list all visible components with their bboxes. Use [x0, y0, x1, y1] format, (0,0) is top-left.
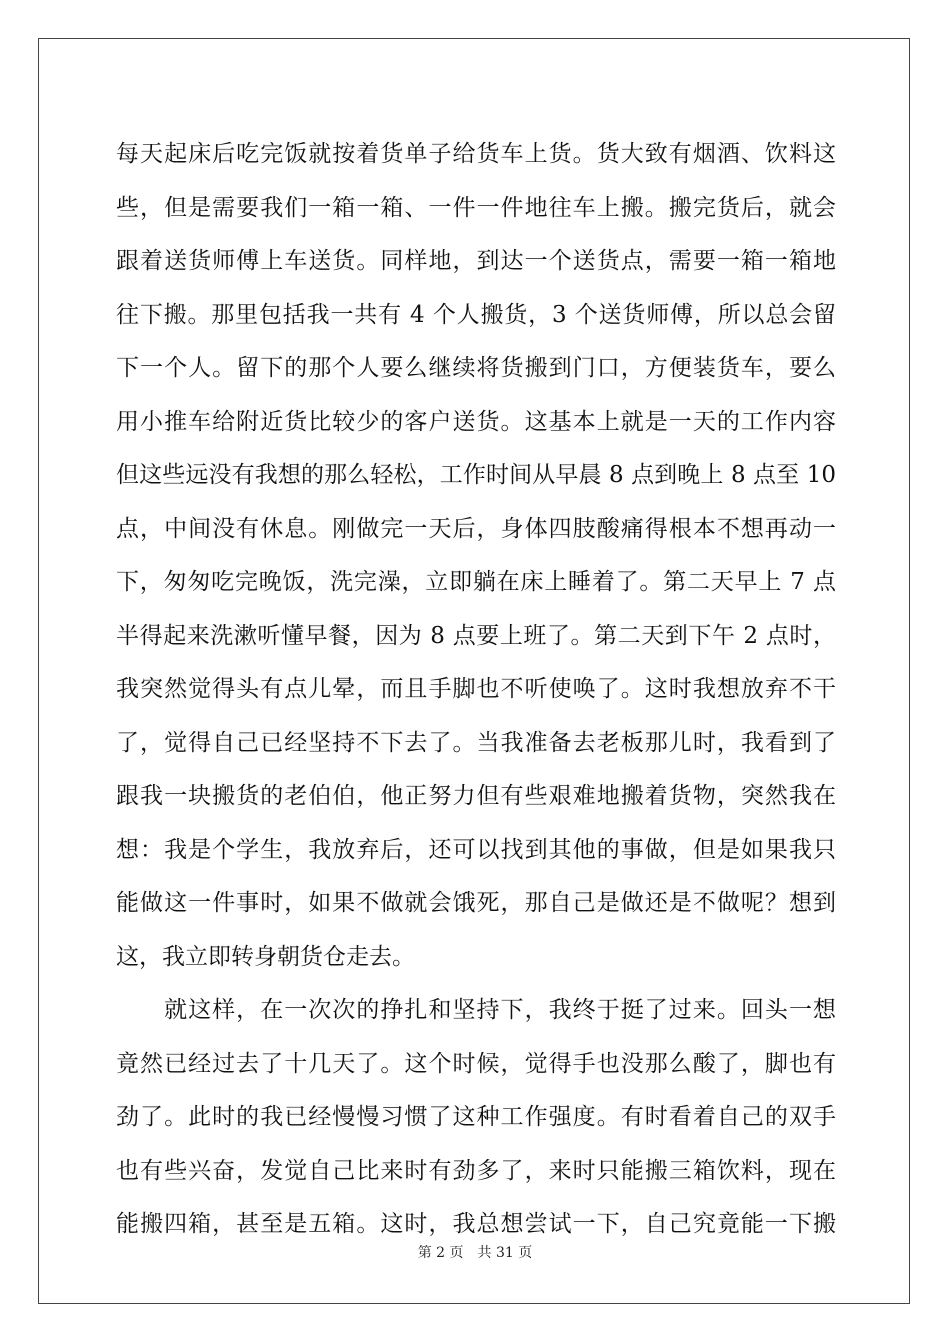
- text-line: 点，中间没有休息。刚做完一天后，身体四肢酸痛得根本不想再动一: [116, 515, 836, 542]
- text-line: 就这样，在一次次的挣扎和坚持下，我终于挺了过来。回头一想: [116, 997, 836, 1023]
- text-line: 想：我是个学生，我放弃后，还可以找到其他的事做，但是如果我只: [116, 836, 836, 863]
- text-line: 我突然觉得头有点儿晕，而且手脚也不听使唤了。这时我想放弃不干: [116, 676, 836, 702]
- paragraph-1: [116, 128, 836, 984]
- text-line: 往下搬。那里包括我一共有 4 个人搬货，3 个送货师傅，所以总会留: [116, 301, 836, 328]
- text-line: 能搬四箱，甚至是五箱。这时，我总想尝试一下，自己究竟能一下搬: [116, 1211, 836, 1237]
- text-line: 竟然已经过去了十几天了。这个时候，觉得手也没那么酸了，脚也有: [116, 1050, 836, 1077]
- document-body: [116, 128, 836, 1252]
- text-line: 这，我立即转身朝货仓走去。: [116, 943, 415, 970]
- text-line: 跟着送货师傅上车送货。同样地，到达一个送货点，需要一箱一箱地: [116, 248, 836, 274]
- paragraph-2: [116, 984, 836, 1252]
- text-line: 下，匆匆吃完晚饭，洗完澡，立即躺在床上睡着了。第二天早上 7 点: [116, 569, 836, 595]
- text-line: 但这些远没有我想的那么轻松，工作时间从早晨 8 点到晚上 8 点至 10: [116, 462, 836, 488]
- text-line: 也有些兴奋，发觉自己比来时有劲多了，来时只能搬三箱饮料，现在: [116, 1157, 836, 1184]
- text-line: 劲了。此时的我已经慢慢习惯了这种工作强度。有时看着自己的双手: [116, 1104, 836, 1130]
- text-line: 了，觉得自己已经坚持不下去了。当我准备去老板那儿时，我看到了: [116, 729, 836, 756]
- text-line: 些，但是需要我们一箱一箱、一件一件地往车上搬。搬完货后，就会: [116, 194, 836, 221]
- total-pages: 共 31 页: [477, 1245, 533, 1261]
- page-footer: [0, 1242, 950, 1262]
- text-line: 用小推车给附近货比较少的客户送货。这基本上就是一天的工作内容: [116, 408, 836, 435]
- text-line: 每天起床后吃完饭就按着货单子给货车上货。货大致有烟酒、饮料这: [116, 141, 836, 167]
- text-line: 能做这一件事时，如果不做就会饿死，那自己是做还是不做呢？想到: [116, 890, 836, 916]
- text-line: 半得起来洗漱听懂早餐，因为 8 点要上班了。第二天到下午 2 点时，: [116, 622, 836, 649]
- text-line: 下一个人。留下的那个人要么继续将货搬到门口，方便装货车，要么: [116, 355, 836, 381]
- text-line: 跟我一块搬货的老伯伯，他正努力但有些艰难地搬着货物，突然我在: [116, 783, 836, 809]
- page-number: 第 2 页: [417, 1245, 464, 1261]
